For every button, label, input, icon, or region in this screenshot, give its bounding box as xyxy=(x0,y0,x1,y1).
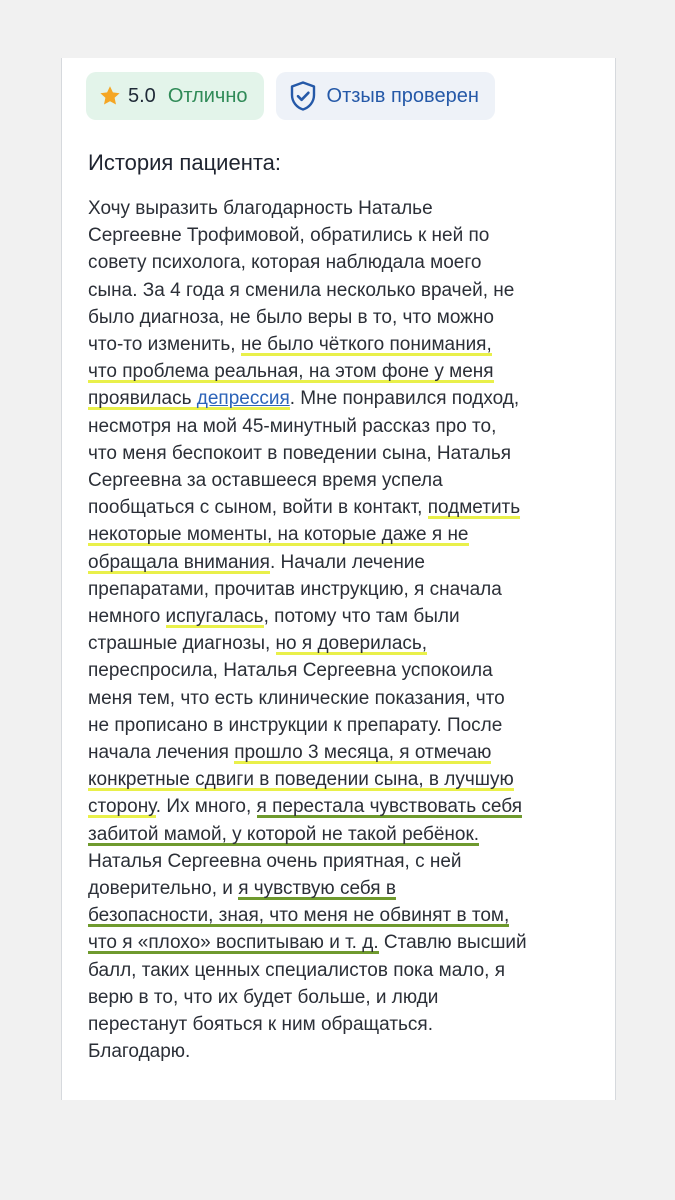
review-badges xyxy=(86,72,495,120)
review-line: не прописано в инструкции к препарату. После xyxy=(88,714,503,736)
review-line: пообщаться с сыном, войти в контакт, подметить xyxy=(88,497,521,519)
highlight-yellow: но я доверилась, xyxy=(275,633,428,655)
highlight-yellow: обращала внимания xyxy=(88,551,270,573)
review-line: Хочу выразить благодарность Наталье xyxy=(88,198,433,219)
review-text xyxy=(88,195,598,1066)
highlight-yellow: не было чёткого понимания, xyxy=(240,334,492,356)
highlight-yellow: конкретные сдвиги в поведении сына, в лучшую xyxy=(88,769,514,791)
highlight-yellow: проявилась xyxy=(88,388,197,410)
rating-value: 5.0 xyxy=(128,84,156,107)
rating-label: Отлично xyxy=(167,84,248,107)
highlight-yellow: прошло 3 месяца, я отмечаю xyxy=(234,742,492,764)
review-line: препаратами, прочитав инструкцию, я сначала xyxy=(88,578,502,600)
highlight-yellow: что проблема реальная, на этом фоне у меня xyxy=(88,361,494,383)
rating-badge xyxy=(86,72,264,120)
review-line: Благодарю. xyxy=(88,1041,191,1063)
review-card xyxy=(61,58,616,1100)
section-title: История пациента: xyxy=(88,150,282,175)
highlight-green: безопасности, зная, что меня не обвинят в том, xyxy=(88,905,510,927)
review-line xyxy=(88,821,598,848)
review-line: несмотря на мой 45-минутный рассказ про то, xyxy=(88,415,497,437)
highlight-yellow: испугалась xyxy=(165,606,264,628)
star-icon xyxy=(98,84,122,108)
review-line: что я «плохо» воспитываю и т. д. Ставлю высший xyxy=(88,932,527,954)
review-line: сторону. Их много, я перестала чувствовать себя xyxy=(88,796,523,818)
highlight-green: я чувствую себя в xyxy=(238,878,396,900)
review-line: доверительно, и я чувствую себя в xyxy=(88,878,396,900)
highlight-green: забитой мамой, у которой не такой ребёнок. xyxy=(88,823,480,845)
highlight-green: я перестала чувствовать себя xyxy=(256,796,523,818)
review-line: меня тем, что есть клинические показания, что xyxy=(88,687,505,709)
review-line: Сергеевна за оставшееся время успела xyxy=(88,470,443,492)
review-line xyxy=(88,902,598,929)
review-line: что меня беспокоит в поведении сына, Наталья xyxy=(88,442,512,464)
highlight-yellow: сторону xyxy=(88,796,156,818)
verified-label: Отзыв проверен xyxy=(326,84,479,107)
review-line xyxy=(88,521,598,548)
review-line: Сергеевне Трофимовой, обратились к ней по xyxy=(88,225,490,247)
review-line: начала лечения прошло 3 месяца, я отмечаю xyxy=(88,742,492,764)
review-line: балл, таких ценных специалистов пока мало, я xyxy=(88,959,505,981)
review-line: что-то изменить, не было чёткого понимания, xyxy=(88,334,492,356)
review-line xyxy=(88,766,598,793)
review-line: переспросила, Наталья Сергеевна успокоила xyxy=(88,660,493,682)
review-line: обращала внимания. Начали лечение xyxy=(88,551,425,573)
review-line: страшные диагнозы, но я доверилась, xyxy=(88,633,428,655)
review-line: сына. За 4 года я сменила несколько врачей, не xyxy=(88,279,515,301)
highlight-green: что я «плохо» воспитываю и т. д. xyxy=(88,932,379,954)
shield-check-icon xyxy=(288,80,318,112)
highlight-yellow: подметить xyxy=(427,497,521,519)
depression-link[interactable]: депрессия xyxy=(196,388,290,410)
review-line: верю в то, что их будет больше, и люди xyxy=(88,986,439,1008)
review-line: немного испугалась, потому что там были xyxy=(88,606,460,628)
review-line: перестанут бояться к ним обращаться. xyxy=(88,1014,433,1036)
highlight-yellow: некоторые моменты, на которые даже я не xyxy=(88,524,469,546)
review-line: Наталья Сергеевна очень приятная, с ней xyxy=(88,850,462,872)
review-line: проявилась депрессия. Мне понравился подход, xyxy=(88,388,520,410)
review-line: совету психолога, которая наблюдала моего xyxy=(88,252,482,274)
verified-badge xyxy=(276,72,495,120)
review-line xyxy=(88,358,598,385)
review-line: было диагноза, не было веры в то, что можно xyxy=(88,306,494,328)
